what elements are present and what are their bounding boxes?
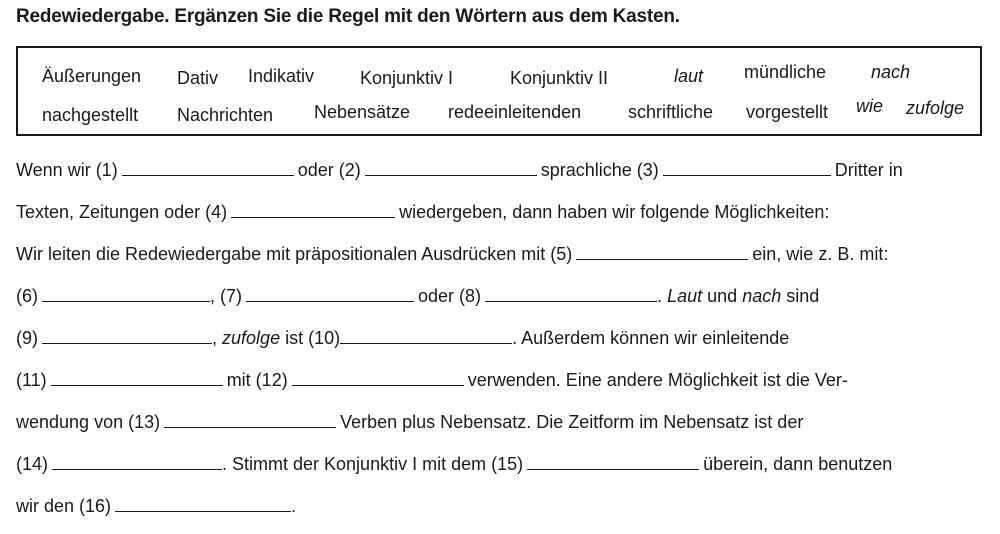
box-word: zufolge bbox=[906, 98, 965, 118]
text: mit (12) bbox=[226, 370, 288, 390]
box-word: Konjunktiv II bbox=[510, 68, 609, 88]
box-word: nachgestellt bbox=[42, 105, 139, 125]
blank-11[interactable] bbox=[51, 384, 223, 386]
text: zufolge bbox=[222, 328, 281, 348]
blank-15[interactable] bbox=[527, 468, 699, 470]
box-word: Indikativ bbox=[248, 66, 315, 86]
text: wendung von (13) bbox=[16, 412, 161, 432]
text: wiedergeben, dann haben wir folgende Möglichkeiten: bbox=[399, 202, 830, 222]
box-word: Nebensätze bbox=[314, 102, 411, 122]
text: verwenden. Eine andere Möglichkeit ist die Ver- bbox=[467, 370, 848, 390]
text: sind bbox=[786, 286, 820, 306]
text: (6) bbox=[16, 286, 38, 306]
text-line bbox=[16, 286, 819, 307]
text: . Stimmt der Konjunktiv I mit dem (15) bbox=[222, 454, 524, 474]
text: (9) bbox=[16, 328, 38, 348]
box-word: laut bbox=[674, 66, 704, 86]
text: oder (8) bbox=[418, 286, 482, 306]
box-word: Konjunktiv I bbox=[360, 68, 454, 88]
text: (11) bbox=[16, 370, 47, 390]
text-line bbox=[16, 160, 903, 181]
text: und bbox=[707, 286, 738, 306]
box-word: redeeinleitenden bbox=[448, 102, 582, 122]
text-line bbox=[16, 496, 296, 517]
box-word: Äußerungen bbox=[42, 66, 142, 86]
blank-12[interactable] bbox=[292, 384, 464, 386]
text: Wenn wir (1) bbox=[16, 160, 118, 180]
text-line bbox=[16, 454, 892, 475]
blank-13[interactable] bbox=[164, 426, 336, 428]
text: , (7) bbox=[210, 286, 243, 306]
text: . Außerdem können wir einleitende bbox=[512, 328, 790, 348]
text: oder (2) bbox=[297, 160, 361, 180]
blank-1[interactable] bbox=[122, 174, 294, 176]
blank-14[interactable] bbox=[52, 468, 222, 470]
text: Dritter in bbox=[834, 160, 903, 180]
blank-2[interactable] bbox=[365, 174, 537, 176]
text: , bbox=[212, 328, 218, 348]
box-word: wie bbox=[856, 96, 884, 116]
text: Verben plus Nebensatz. Die Zeitform im Nebensatz ist der bbox=[340, 412, 804, 432]
blank-9[interactable] bbox=[42, 342, 212, 344]
text-line bbox=[16, 370, 848, 391]
text: wir den (16) bbox=[16, 496, 112, 516]
text-line bbox=[16, 244, 888, 265]
box-word: vorgestellt bbox=[746, 102, 829, 122]
box-word: nach bbox=[871, 62, 911, 82]
blank-6[interactable] bbox=[42, 300, 210, 302]
text: . bbox=[291, 496, 297, 516]
blank-7[interactable] bbox=[246, 300, 414, 302]
text: Laut bbox=[667, 286, 703, 306]
word-box bbox=[16, 46, 982, 136]
text-line bbox=[16, 328, 789, 349]
text-line bbox=[16, 202, 829, 223]
text: Wir leiten die Redewiedergabe mit präpositionalen Ausdrücken mit (5) bbox=[16, 244, 573, 264]
text: überein, dann benutzen bbox=[703, 454, 893, 474]
blank-3[interactable] bbox=[663, 174, 831, 176]
box-word: Dativ bbox=[177, 68, 219, 88]
blank-5[interactable] bbox=[576, 258, 748, 260]
text: (14) bbox=[16, 454, 49, 474]
exercise-title: Redewiedergabe. Ergänzen Sie die Regel mit den Wörtern aus dem Kasten. bbox=[16, 6, 680, 27]
text-line bbox=[16, 412, 803, 433]
blank-4[interactable] bbox=[231, 216, 395, 218]
text: sprachliche (3) bbox=[540, 160, 659, 180]
box-word: Nachrichten bbox=[177, 105, 274, 125]
text: ein, wie z. B. mit: bbox=[752, 244, 889, 264]
text: Texten, Zeitungen oder (4) bbox=[16, 202, 228, 222]
blank-16[interactable] bbox=[115, 510, 291, 512]
text: . bbox=[657, 286, 663, 306]
box-word: mündliche bbox=[744, 62, 827, 82]
blank-10[interactable] bbox=[340, 342, 512, 344]
box-word: schriftliche bbox=[628, 102, 714, 122]
text: ist (10) bbox=[285, 328, 341, 348]
blank-8[interactable] bbox=[485, 300, 657, 302]
text: nach bbox=[742, 286, 782, 306]
